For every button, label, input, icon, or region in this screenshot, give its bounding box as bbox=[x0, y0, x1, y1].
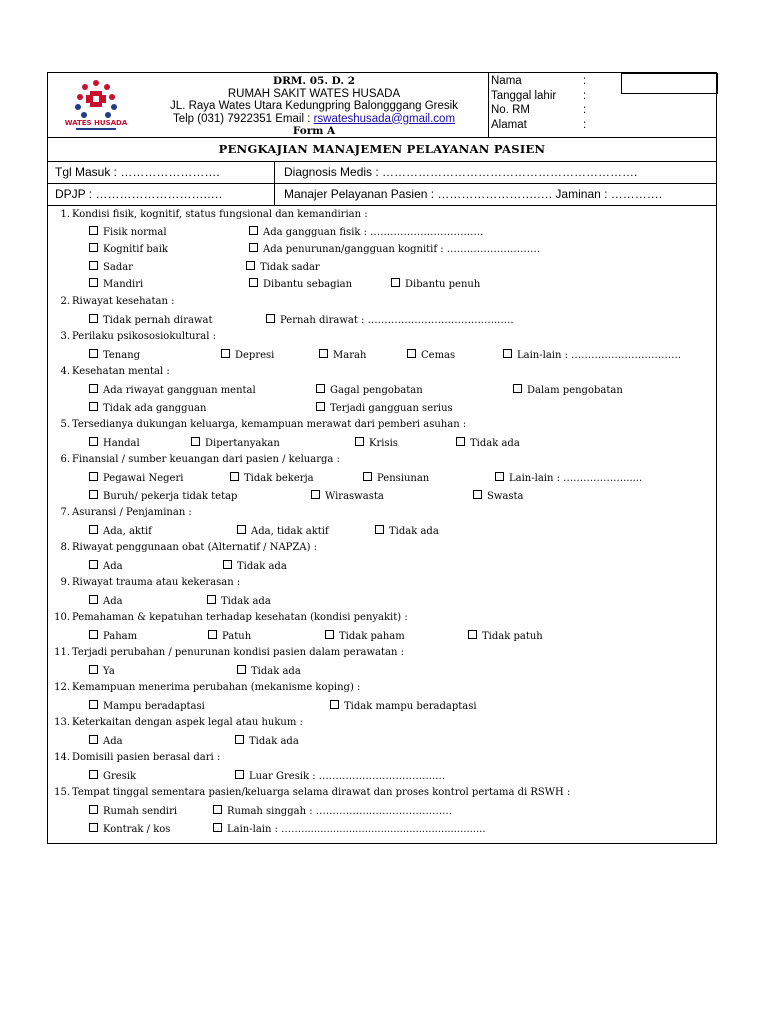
hospital-name: RUMAH SAKIT WATES HUSADA bbox=[227, 87, 401, 100]
checkbox[interactable] bbox=[513, 384, 522, 393]
checkbox[interactable] bbox=[89, 560, 98, 569]
checkbox-option[interactable] bbox=[249, 226, 483, 239]
diagnosis-field[interactable]: Diagnosis Medis : ………………………………………………………. bbox=[284, 165, 638, 179]
question-text: Pemahaman & kepatuhan terhadap kesehatan (kondisi penyakit) : bbox=[72, 612, 408, 623]
option-label: Ada, tidak aktif bbox=[251, 526, 329, 537]
checkbox-option[interactable] bbox=[235, 735, 299, 748]
option-label: Cemas bbox=[421, 350, 456, 361]
checkbox-option[interactable] bbox=[363, 472, 429, 485]
option-label: Ada, aktif bbox=[103, 526, 152, 537]
question-text: Riwayat penggunaan obat (Alternatif / NAPZA) : bbox=[72, 542, 318, 553]
checkbox[interactable] bbox=[249, 226, 258, 235]
option-label: Tidak ada bbox=[470, 438, 520, 449]
checkbox-option[interactable] bbox=[246, 261, 320, 274]
checkbox-option[interactable] bbox=[311, 490, 384, 503]
option-label: Kognitif baik bbox=[103, 244, 168, 255]
colon: : bbox=[583, 75, 587, 87]
option-label: Tidak pernah dirawat bbox=[103, 315, 213, 326]
option-label: Ada bbox=[103, 596, 123, 607]
checkbox-option[interactable] bbox=[468, 630, 543, 643]
checkbox-option[interactable] bbox=[89, 490, 237, 503]
option-label: Tidak paham bbox=[339, 631, 405, 642]
option-label: Gagal pengobatan bbox=[330, 385, 423, 396]
option-label: Dipertanyakan bbox=[205, 438, 280, 449]
question-text: Riwayat kesehatan : bbox=[72, 296, 175, 307]
patient-identity bbox=[491, 74, 621, 132]
checkbox-option[interactable] bbox=[330, 700, 477, 713]
option-label: Tidak mampu beradaptasi bbox=[344, 701, 477, 712]
checkbox-option[interactable] bbox=[355, 437, 398, 450]
option-label: Mandiri bbox=[103, 279, 144, 290]
patient-name-label: Nama bbox=[491, 75, 522, 87]
option-label: Tidak patuh bbox=[482, 631, 543, 642]
hospital-info bbox=[140, 75, 488, 138]
checkbox[interactable] bbox=[246, 261, 255, 270]
checkbox[interactable] bbox=[207, 595, 216, 604]
checkbox-option[interactable] bbox=[495, 472, 642, 485]
option-label: Kontrak / kos bbox=[103, 824, 171, 835]
question-number: 6. bbox=[60, 454, 70, 465]
checkbox[interactable] bbox=[235, 770, 244, 779]
checkbox-option[interactable] bbox=[316, 402, 453, 415]
patient-dob-label: Tanggal lahir bbox=[491, 89, 557, 102]
checkbox-option[interactable] bbox=[325, 630, 405, 643]
option-label: Paham bbox=[103, 631, 138, 642]
checkbox-option[interactable] bbox=[213, 805, 452, 818]
checkbox[interactable] bbox=[89, 525, 98, 534]
checkbox-option[interactable] bbox=[207, 595, 271, 608]
checkbox-option[interactable] bbox=[89, 525, 152, 538]
colon: : bbox=[583, 118, 587, 131]
checkbox-option[interactable] bbox=[89, 560, 123, 573]
checkbox[interactable] bbox=[237, 525, 246, 534]
question-number: 3. bbox=[60, 331, 70, 342]
option-label: Tidak ada bbox=[221, 596, 271, 607]
question-text: Riwayat trauma atau kekerasan : bbox=[72, 577, 241, 588]
form-title: PENGKAJIAN MANAJEMEN PELAYANAN PASIEN bbox=[48, 137, 716, 162]
checkbox[interactable] bbox=[468, 630, 477, 639]
question-number: 10. bbox=[54, 612, 70, 623]
question-number: 4. bbox=[60, 366, 70, 377]
checkbox-option[interactable] bbox=[223, 560, 287, 573]
checkbox-option[interactable] bbox=[191, 437, 280, 450]
checkbox[interactable] bbox=[503, 349, 512, 358]
checkbox[interactable] bbox=[223, 560, 232, 569]
checkbox-option[interactable] bbox=[208, 630, 251, 643]
option-label: Buruh/ pekerja tidak tetap bbox=[103, 491, 238, 502]
checkbox-option[interactable] bbox=[89, 665, 115, 678]
checkbox-option[interactable] bbox=[89, 384, 256, 397]
checkbox-option[interactable] bbox=[316, 384, 423, 397]
checkbox-option[interactable] bbox=[89, 595, 123, 608]
checkbox-option[interactable] bbox=[503, 349, 681, 362]
question-number: 2. bbox=[60, 296, 70, 307]
case-manager-field[interactable]: Manajer Pelayanan Pasien : …………………….…. Jaminan : …………. bbox=[284, 187, 663, 201]
email-link[interactable]: rswateshusada@gmail.com bbox=[313, 112, 456, 125]
question-number: 5. bbox=[60, 419, 70, 430]
checkbox-option[interactable] bbox=[89, 314, 212, 327]
question-text: Tersedianya dukungan keluarga, kemampuan merawat dari pemberi asuhan : bbox=[72, 419, 467, 430]
question-text: Finansial / sumber keuangan dari pasien / keluarga : bbox=[72, 454, 340, 465]
patient-rm-label: No. RM bbox=[491, 104, 530, 116]
checkbox[interactable] bbox=[316, 384, 325, 393]
checkbox-option[interactable] bbox=[89, 278, 143, 291]
option-label: Lain-lain : …….......................................................... bbox=[227, 824, 486, 835]
checkbox-option[interactable] bbox=[89, 243, 168, 256]
label-sticker-box bbox=[621, 73, 718, 94]
option-label: Wiraswasta bbox=[325, 491, 384, 502]
header-divider bbox=[488, 73, 489, 137]
checkbox-option[interactable] bbox=[89, 472, 183, 485]
checkbox[interactable] bbox=[456, 437, 465, 446]
option-label: Swasta bbox=[487, 491, 524, 502]
checkbox[interactable] bbox=[213, 805, 222, 814]
form-header bbox=[48, 73, 716, 138]
option-label: Tenang bbox=[103, 350, 141, 361]
checkbox-option[interactable] bbox=[89, 349, 140, 362]
checkbox[interactable] bbox=[89, 384, 98, 393]
dpjp-field[interactable]: DPJP : ……………………….…. bbox=[55, 187, 223, 201]
option-label: Marah bbox=[333, 350, 367, 361]
checkbox[interactable] bbox=[311, 490, 320, 499]
svg-text:WATES HUSADA: WATES HUSADA bbox=[64, 119, 128, 127]
option-label: Ya bbox=[103, 666, 115, 677]
checkbox-option[interactable] bbox=[249, 243, 540, 256]
checkbox[interactable] bbox=[89, 278, 98, 287]
checkbox-option[interactable] bbox=[89, 226, 167, 239]
checkbox-option[interactable] bbox=[89, 823, 170, 836]
option-label: Dibantu penuh bbox=[405, 279, 481, 290]
form-code: DRM. 05. D. 2 bbox=[272, 75, 356, 87]
checkbox-option[interactable] bbox=[89, 402, 206, 415]
checkbox[interactable] bbox=[495, 472, 504, 481]
question-text: Tempat tinggal sementara pasien/keluarga selama dirawat dan proses kontrol pertama di RSWH : bbox=[72, 787, 571, 798]
checkbox-option[interactable] bbox=[89, 700, 205, 713]
checkbox[interactable] bbox=[89, 665, 98, 674]
patient-address-label: Alamat bbox=[491, 118, 527, 131]
checkbox-option[interactable] bbox=[319, 349, 366, 362]
checkbox[interactable] bbox=[330, 700, 339, 709]
option-label: Ada penurunan/gangguan kognitif : ………………………. bbox=[263, 244, 540, 255]
option-label: Fisik normal bbox=[103, 227, 167, 238]
option-label: Depresi bbox=[235, 350, 275, 361]
option-label: Patuh bbox=[222, 631, 252, 642]
checkbox[interactable] bbox=[89, 314, 98, 323]
admission-row bbox=[48, 161, 716, 184]
checkbox-option[interactable] bbox=[230, 472, 314, 485]
checkbox-option[interactable] bbox=[473, 490, 523, 503]
checkbox[interactable] bbox=[221, 349, 230, 358]
checkbox[interactable] bbox=[316, 402, 325, 411]
question-text: Kesehatan mental : bbox=[72, 366, 170, 377]
question-text: Kondisi fisik, kognitif, status fungsional dan kemandirian : bbox=[72, 209, 368, 220]
checkbox-option[interactable] bbox=[266, 314, 514, 327]
option-label: Gresik bbox=[103, 771, 137, 782]
checkbox-option[interactable] bbox=[89, 437, 140, 450]
checkbox[interactable] bbox=[89, 805, 98, 814]
checkbox[interactable] bbox=[89, 630, 98, 639]
option-label: Sadar bbox=[103, 262, 133, 273]
checkbox-option[interactable] bbox=[221, 349, 274, 362]
option-label: Tidak ada bbox=[237, 561, 287, 572]
checkbox-option[interactable] bbox=[89, 630, 137, 643]
checkbox-option[interactable] bbox=[89, 261, 133, 274]
option-label: Tidak sadar bbox=[260, 262, 320, 273]
dpjp-row bbox=[48, 183, 716, 206]
checkbox-option[interactable] bbox=[456, 437, 520, 450]
question-text: Asuransi / Penjaminan : bbox=[72, 507, 192, 518]
checkbox-option[interactable] bbox=[89, 805, 177, 818]
option-label: Dibantu sebagian bbox=[263, 279, 353, 290]
checkbox[interactable] bbox=[208, 630, 217, 639]
option-label: Tidak bekerja bbox=[244, 473, 314, 484]
checkbox[interactable] bbox=[266, 314, 275, 323]
checkbox-option[interactable] bbox=[391, 278, 480, 291]
checkbox-option[interactable] bbox=[375, 525, 439, 538]
option-label: Lain-lain : …………………………… bbox=[517, 350, 682, 361]
question-number: 15. bbox=[54, 787, 70, 798]
question-number: 7. bbox=[60, 507, 70, 518]
option-label: Ada bbox=[103, 561, 123, 572]
colon: : bbox=[583, 104, 587, 116]
admission-date-field[interactable]: Tgl Masuk : ……………………. bbox=[55, 165, 220, 179]
checkbox-option[interactable] bbox=[513, 384, 623, 397]
checkbox[interactable] bbox=[213, 823, 222, 832]
question-text: Perilaku psikososiokultural : bbox=[72, 331, 216, 342]
checkbox[interactable] bbox=[89, 823, 98, 832]
option-label: Tidak ada bbox=[389, 526, 439, 537]
option-label: Ada riwayat gangguan mental bbox=[103, 385, 256, 396]
checkbox-option[interactable] bbox=[237, 665, 301, 678]
checkbox-option[interactable] bbox=[407, 349, 455, 362]
option-label: Lain-lain : ………………...... bbox=[509, 473, 643, 484]
option-label: Pensiunan bbox=[377, 473, 430, 484]
checkbox[interactable] bbox=[407, 349, 416, 358]
checkbox[interactable] bbox=[89, 437, 98, 446]
checkbox[interactable] bbox=[230, 472, 239, 481]
assessment-form bbox=[47, 72, 717, 844]
checkbox[interactable] bbox=[249, 278, 258, 287]
checkbox[interactable] bbox=[375, 525, 384, 534]
checkbox[interactable] bbox=[325, 630, 334, 639]
checkbox[interactable] bbox=[391, 278, 400, 287]
checkbox[interactable] bbox=[355, 437, 364, 446]
checkbox[interactable] bbox=[89, 402, 98, 411]
form-name: Form A bbox=[292, 125, 336, 137]
question-number: 8. bbox=[60, 542, 70, 553]
checkbox-option[interactable] bbox=[249, 278, 352, 291]
option-label: Krisis bbox=[369, 438, 398, 449]
option-label: Luar Gresik : ……………………………..… bbox=[249, 771, 446, 782]
checkbox[interactable] bbox=[89, 472, 98, 481]
checkbox[interactable] bbox=[89, 261, 98, 270]
checkbox[interactable] bbox=[89, 770, 98, 779]
checkbox[interactable] bbox=[89, 226, 98, 235]
option-label: Rumah sendiri bbox=[103, 806, 178, 817]
checkbox-option[interactable] bbox=[89, 770, 136, 783]
question-number: 1. bbox=[60, 209, 70, 220]
option-label: Tidak ada gangguan bbox=[103, 403, 207, 414]
checkbox-option[interactable] bbox=[235, 770, 445, 783]
question-text: Keterkaitan dengan aspek legal atau hukum : bbox=[72, 717, 303, 728]
hospital-address: JL. Raya Wates Utara Kedungpring Balongggang Gresik bbox=[170, 100, 458, 112]
option-label: Pegawai Negeri bbox=[103, 473, 184, 484]
question-number: 14. bbox=[54, 752, 70, 763]
hospital-logo bbox=[56, 77, 136, 133]
checkbox[interactable] bbox=[473, 490, 482, 499]
phone-text: Telp (031) 7922351 Email : bbox=[172, 112, 314, 125]
option-label: Rumah singgah : ……………..…………………… bbox=[227, 806, 453, 817]
option-label: Pernah dirawat : ……………………………..….….. bbox=[280, 315, 514, 326]
checkbox-option[interactable] bbox=[237, 525, 329, 538]
checkbox[interactable] bbox=[89, 349, 98, 358]
option-label: Handal bbox=[103, 438, 140, 449]
checkbox[interactable] bbox=[237, 665, 246, 674]
checkbox[interactable] bbox=[89, 595, 98, 604]
option-label: Dalam pengobatan bbox=[527, 385, 623, 396]
checkbox[interactable] bbox=[89, 243, 98, 252]
question-number: 12. bbox=[54, 682, 70, 693]
question-text: Terjadi perubahan / penurunan kondisi pasien dalam perawatan : bbox=[72, 647, 404, 658]
checkbox[interactable] bbox=[235, 735, 244, 744]
checkbox[interactable] bbox=[89, 700, 98, 709]
option-label: Ada bbox=[103, 736, 123, 747]
colon: : bbox=[583, 89, 587, 102]
question-number: 11. bbox=[54, 647, 70, 658]
info-divider bbox=[274, 161, 275, 205]
question-number: 9. bbox=[60, 577, 70, 588]
option-label: Tidak ada bbox=[251, 666, 301, 677]
checkbox[interactable] bbox=[89, 490, 98, 499]
option-label: Tidak ada bbox=[249, 736, 299, 747]
hospital-contact bbox=[140, 113, 488, 126]
checkbox[interactable] bbox=[249, 243, 258, 252]
checkbox[interactable] bbox=[363, 472, 372, 481]
checkbox-option[interactable] bbox=[213, 823, 486, 836]
question-text: Domisili pasien berasal dari : bbox=[72, 752, 221, 763]
option-label: Mampu beradaptasi bbox=[103, 701, 205, 712]
question-number: 13. bbox=[54, 717, 70, 728]
checkbox-option[interactable] bbox=[89, 735, 123, 748]
checkbox[interactable] bbox=[319, 349, 328, 358]
option-label: Ada gangguan fisik : ……………………………. bbox=[263, 227, 484, 238]
question-text: Kemampuan menerima perubahan (mekanisme koping) : bbox=[72, 682, 361, 693]
checkbox[interactable] bbox=[191, 437, 200, 446]
option-label: Terjadi gangguan serius bbox=[330, 403, 453, 414]
checkbox[interactable] bbox=[89, 735, 98, 744]
